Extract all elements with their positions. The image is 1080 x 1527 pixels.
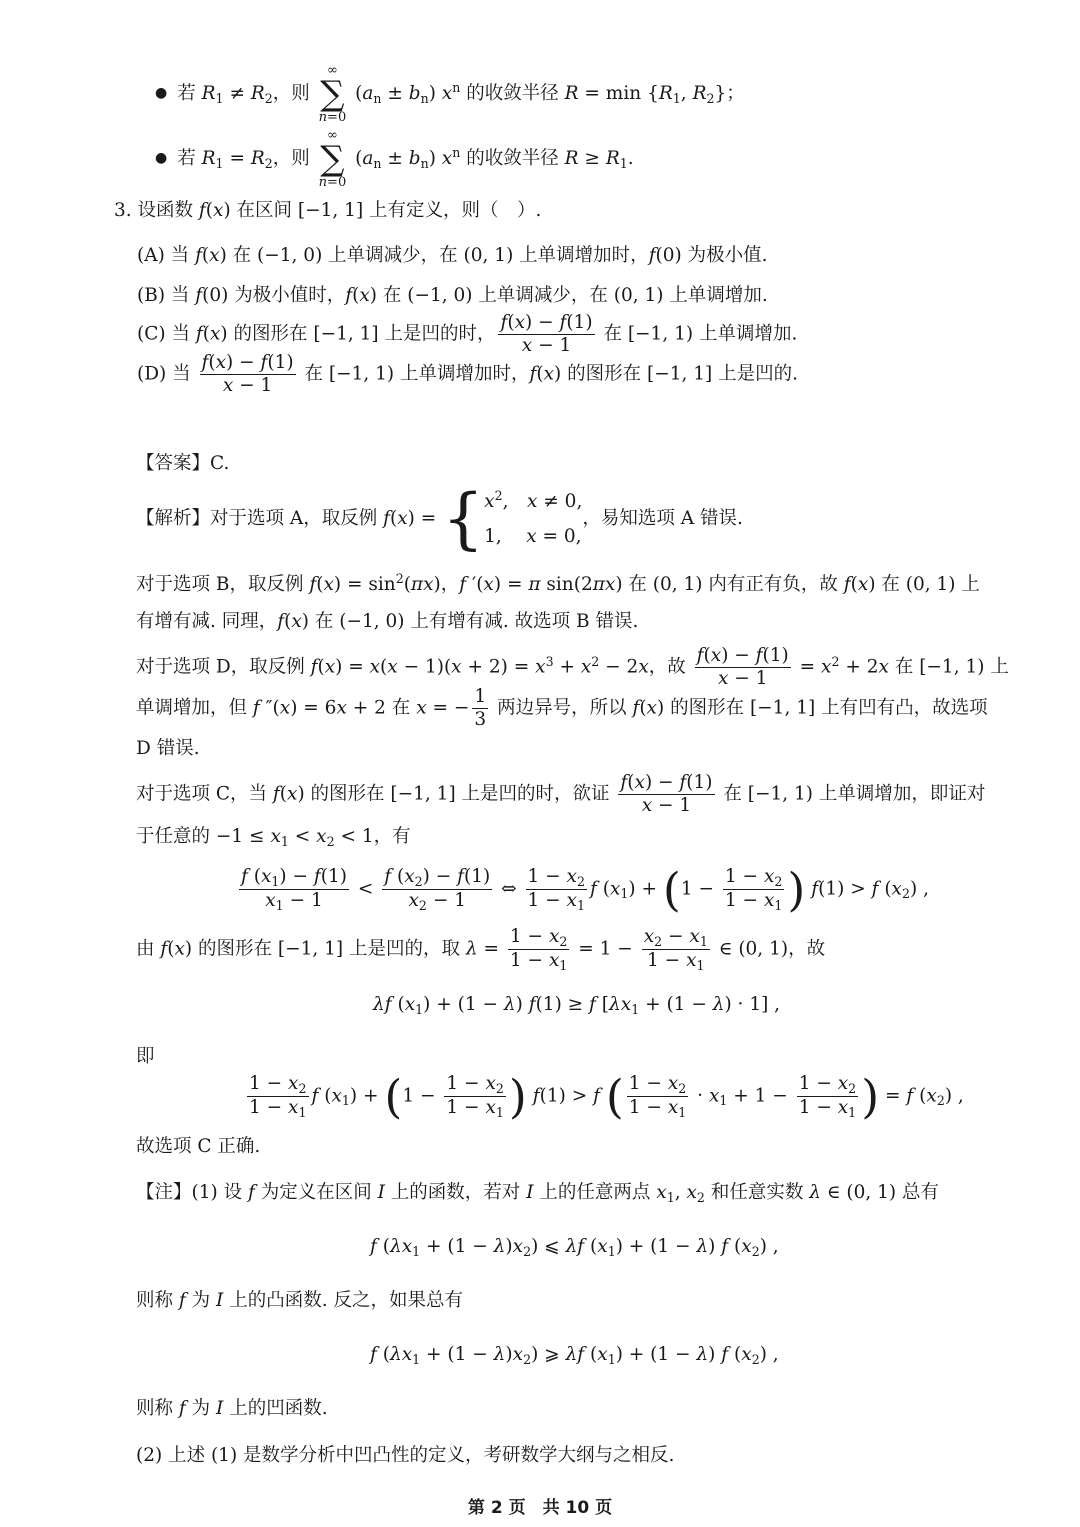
equation-monotone: $\frac{f (x_1) - f(1)}{x_1 - 1}$ < $\frac{f (x_2) - f(1)}{x_2 - 1}$ ⇔ $\frac{1 - x_2}{1 - x_1}$ f $(x_1) + (1$ − $\frac{1 - x_2}{1 - x_1}$ ) f(1) > f $(x_2)$ , (241, 862, 929, 917)
bullet-item-2: ● 若 $R_1 = R_2$，则 ∞ ∑ n=0 $(a_n \pm b_n)$ $x^n$ 的收敛半径 $R \ge R_1$. (155, 128, 634, 190)
question-3-stem: 3. 设函数 f(x) 在区间 [−1, 1] 上有定义，则（ ）. (114, 200, 542, 221)
bullet-icon: ● (155, 85, 168, 101)
analysis-option-c-line2: 于任意的 $-1 \le x_1 < x_2 < 1$，有 (136, 826, 411, 849)
analysis-conclusion: 故选项 C 正确. (136, 1136, 261, 1157)
analysis-option-a: 【解析】对于选项 A，取反例 f(x) = { $x^2$, x ≠ 0, 1, x = 0, ，易知选项 A 错误. (136, 480, 743, 558)
analysis-lambda-line: 由 f(x) 的图形在 [−1, 1] 上是凹的，取 λ = $\frac{1 - x_2}{1 - x_1}$ = 1 − $\frac{x_2 - x_1}{1 - x_1}$ ∈ (0, 1)，故 (136, 926, 826, 973)
analysis-option-b-line2: 有增有减. 同理，f(x) 在 (−1, 0) 上有增有减. 故选项 B 错误. (136, 611, 639, 632)
bullet-icon: ● (155, 150, 168, 166)
analysis-option-d-line3: D 错误. (136, 738, 200, 759)
option-a: (A) 当 f(x) 在 (−1, 0) 上单调减少，在 (0, 1) 上单调增加时，f(0) 为极小值. (137, 245, 768, 266)
note-paragraph-2: 则称 f 为 I 上的凸函数. 反之，如果总有 (136, 1290, 463, 1311)
answer: 【答案】C. (136, 453, 230, 474)
equation-convex-def: f $(\lambda x_1 + (1 - \lambda)x_2)$ ⩽ λf $(x_1) + (1 - \lambda)$ f $(x_2)$ , (370, 1236, 779, 1259)
summation: ∞ ∑ n=0 (318, 128, 347, 190)
analysis-option-b-line1: 对于选项 B，取反例 $f(x) = \sin^2(\pi x)$，f ′(x) = π sin(2πx) 在 (0, 1) 内有正有负，故 f(x) 在 (0, 1) 上 (136, 571, 980, 595)
equation-concave-def: f $(\lambda x_1 + (1 - \lambda)x_2)$ ⩾ λf $(x_1) + (1 - \lambda)$ f $(x_2)$ , (370, 1344, 779, 1367)
analysis-ji: 即 (136, 1046, 155, 1067)
note-paragraph-1: 【注】(1) 设 f 为定义在区间 I 上的函数，若对 I 上的任意两点 $x_1$, $x_2$ 和任意实数 λ ∈ (0, 1) 总有 (136, 1182, 940, 1205)
summation: ∞ ∑ n=0 (318, 63, 347, 125)
option-d: (D) 当 $\frac{f(x) - f(1)}{x - 1}$ 在 [−1, 1) 上单调增加时，f(x) 的图形在 [−1, 1] 上是凹的. (137, 352, 798, 397)
page-number: 第 2 页 共 10 页 (467, 1498, 613, 1518)
bullet-item-1: ● 若 $R_1 \ne R_2$，则 ∞ ∑ n=0 $(a_n \pm b_n)$ $x^n$ 的收敛半径 $R = \min \{R_1$, $R_2$}； (155, 63, 745, 125)
note-paragraph-4: (2) 上述 (1) 是数学分析中凹凸性的定义，考研数学大纲与之相反. (136, 1445, 675, 1466)
analysis-option-d-line1: 对于选项 D，取反例 $f(x) = x(x - 1)(x + 2) = x^3 + x^2 - 2x$，故 $\frac{f(x) - f(1)}{x - 1}$ = $x^2 + 2x$ 在 [−1, 1) 上 (136, 645, 1009, 690)
option-b: (B) 当 f(0) 为极小值时，f(x) 在 (−1, 0) 上单调减少，在 (0, 1) 上单调增加. (137, 285, 768, 306)
equation-concave: λf $(x_1) + (1 - \lambda) f(1) \ge f$ $[\lambda x_1 + (1 - \lambda) \cdot 1]$ , (373, 994, 781, 1017)
analysis-option-c-line1: 对于选项 C，当 f(x) 的图形在 [−1, 1] 上是凹的时，欲证 $\frac{f(x) - f(1)}{x - 1}$ 在 [−1, 1) 上单调增加，即证对 (136, 772, 986, 817)
note-paragraph-3: 则称 f 为 I 上的凹函数. (136, 1398, 328, 1419)
option-c: (C) 当 f(x) 的图形在 [−1, 1] 上是凹的时， $\frac{f(x) - f(1)}{x - 1}$ 在 [−1, 1) 上单调增加. (137, 312, 798, 357)
analysis-option-d-line2: 单调增加，但 f ″(x) = 6x + 2 在 x = − $\frac{1}{3}$ 两边异号，所以 f(x) 的图形在 [−1, 1] 上有凹有凸，故选项 (136, 686, 988, 731)
equation-conclusion: $\frac{1 - x_2}{1 - x_1}$ f $(x_1) + (1$ − $\frac{1 - x_2}{1 - x_1}$ ) f(1) > f ( $\frac{1 - x_2}{1 - x_1}$ · $x_1 + 1$ − $\frac{1 - x_2}{1 - x_1}$ ) = f $(x_2)$ , (249, 1069, 964, 1124)
